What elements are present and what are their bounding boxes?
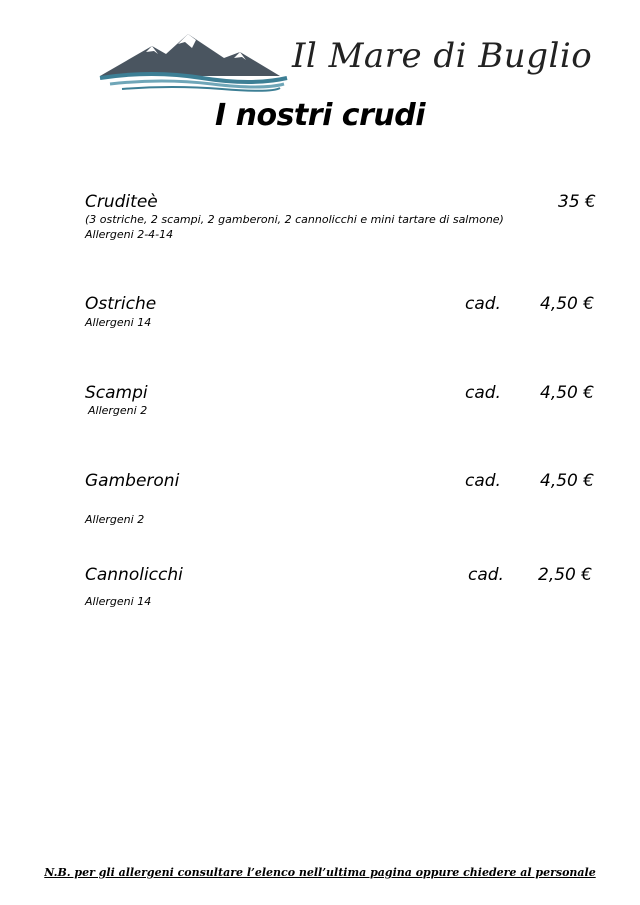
menu-item-allergens: Allergeni 2-4-14 — [85, 228, 174, 241]
menu-item-price: 4,50 € — [540, 471, 595, 491]
menu-item-unit: cad. — [465, 471, 501, 491]
menu-item-price: 4,50 € — [540, 294, 595, 314]
menu-item-allergens: Allergeni 14 — [85, 595, 152, 608]
menu-item-description: (3 ostriche, 2 scampi, 2 gamberoni, 2 cannolicchi e mini tartare di salmone) — [85, 213, 504, 226]
menu-item-name: Ostriche — [85, 294, 157, 314]
menu-item-price: 4,50 € — [540, 383, 595, 403]
allergen-footer-note: N.B. per gli allergeni consultare l’elenco nell’ultima pagina oppure chiedere al personale — [44, 866, 596, 879]
menu-item-unit: cad. — [465, 383, 501, 403]
menu-item-allergens: Allergeni 2 — [88, 404, 148, 417]
menu-item-name: Gamberoni — [85, 471, 180, 491]
menu-item-allergens: Allergeni 2 — [85, 513, 145, 526]
menu-item-unit: cad. — [465, 294, 501, 314]
menu-item-allergens: Allergeni 14 — [85, 316, 152, 329]
menu-item-name: Scampi — [85, 383, 148, 403]
page-title: I nostri crudi — [215, 98, 425, 133]
mountain-sea-logo-icon — [92, 28, 292, 96]
menu-item-unit: cad. — [468, 565, 504, 585]
menu-item-name: Cannolicchi — [85, 565, 183, 585]
menu-item-price: 2,50 € — [538, 565, 593, 585]
brand-name: Il Mare di Buglio — [292, 36, 593, 76]
menu-item-price: 35 € — [558, 192, 596, 212]
restaurant-logo — [92, 28, 593, 96]
menu-item-name: Cruditeè — [85, 192, 158, 212]
